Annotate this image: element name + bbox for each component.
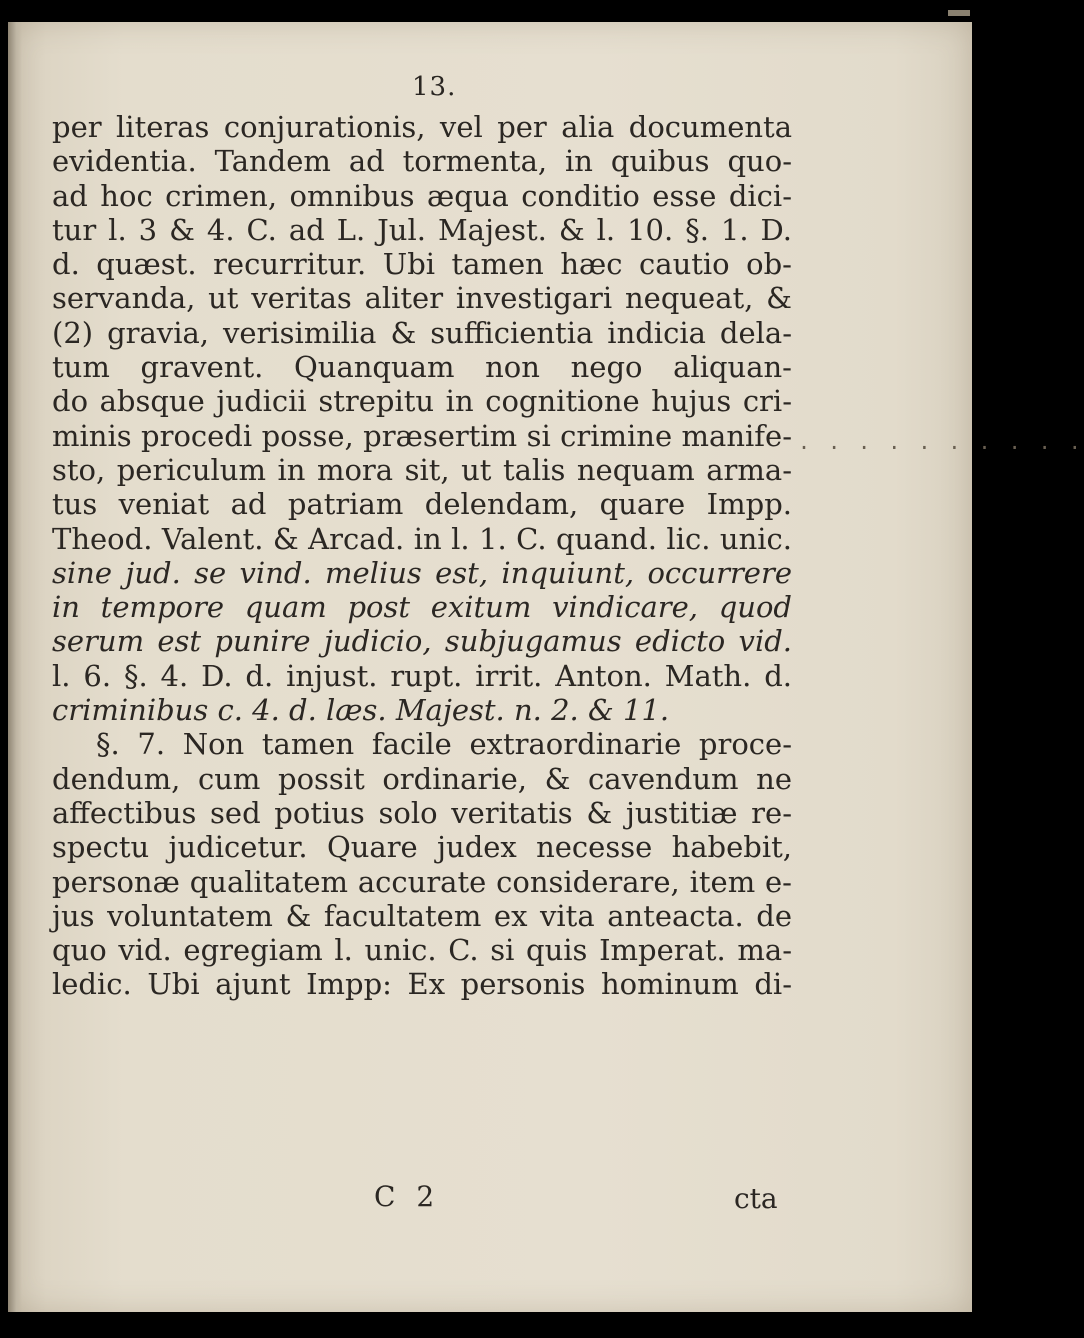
body-text bbox=[52, 110, 792, 1002]
text-line: Theod. Valent. & Arcad. in l. 1. C. quand. lic. unic. bbox=[52, 521, 792, 556]
text-line: dendum, cum possit ordinarie, & cavendum ne bbox=[52, 761, 792, 796]
catchword: cta bbox=[734, 1182, 778, 1215]
signature-mark: C 2 bbox=[374, 1180, 441, 1213]
text-line: do absque judicii strepitu in cognitione hujus cri- bbox=[52, 384, 792, 419]
text-line: jus voluntatem & facultatem ex vita anteacta. de bbox=[52, 898, 792, 933]
page-number: 13. bbox=[412, 72, 457, 102]
text-line: tur l. 3 & 4. C. ad L. Jul. Majest. & l. 10. §. 1. D. bbox=[52, 212, 792, 247]
text-line: serum est punire judicio, subjugamus edicto vid. bbox=[52, 624, 792, 659]
text-line: sto, periculum in mora sit, ut talis nequam arma- bbox=[52, 452, 792, 487]
text-line: quo vid. egregiam l. unic. C. si quis Imperat. ma- bbox=[52, 933, 792, 968]
text-line: minis procedi posse, præsertim si crimine manife- bbox=[52, 418, 792, 453]
text-line: personæ qualitatem accurate considerare, item e- bbox=[52, 864, 792, 899]
text-line: affectibus sed potius solo veritatis & justitiæ re- bbox=[52, 795, 792, 830]
text-line: sine jud. se vind. melius est, inquiunt, occurrere bbox=[52, 555, 792, 590]
text-line: per literas conjurationis, vel per alia documenta bbox=[52, 110, 792, 144]
section-start-line: §. 7. Non tamen facile extraordinarie proce- bbox=[96, 727, 792, 762]
text-line: spectu judicetur. Quare judex necesse habebit, bbox=[52, 830, 792, 865]
text-line: (2) gravia, verisimilia & sufficientia indicia dela- bbox=[52, 315, 792, 350]
margin-dots: . . . . . . . . . . bbox=[798, 430, 1084, 454]
text-line: in tempore quam post exitum vindicare, quod bbox=[52, 590, 792, 625]
text-line: servanda, ut veritas aliter investigari nequeat, & bbox=[52, 281, 792, 316]
text-line: criminibus c. 4. d. læs. Majest. n. 2. & 11. bbox=[52, 693, 670, 728]
text-line: tum gravent. Quanquam non nego aliquan- bbox=[52, 350, 792, 385]
text-line: l. 6. §. 4. D. d. injust. rupt. irrit. Anton. Math. d. bbox=[52, 658, 792, 693]
text-line: tus veniat ad patriam delendam, quare Impp. bbox=[52, 487, 792, 522]
text-line: evidentia. Tandem ad tormenta, in quibus quo- bbox=[52, 144, 792, 179]
book-page bbox=[8, 22, 1084, 1312]
text-line: ad hoc crimen, omnibus æqua conditio esse dici- bbox=[52, 178, 792, 213]
text-line: d. quæst. recurritur. Ubi tamen hæc cautio ob- bbox=[52, 247, 792, 282]
book-edge bbox=[948, 10, 970, 16]
text-line: ledic. Ubi ajunt Impp: Ex personis hominum di- bbox=[52, 967, 792, 1002]
